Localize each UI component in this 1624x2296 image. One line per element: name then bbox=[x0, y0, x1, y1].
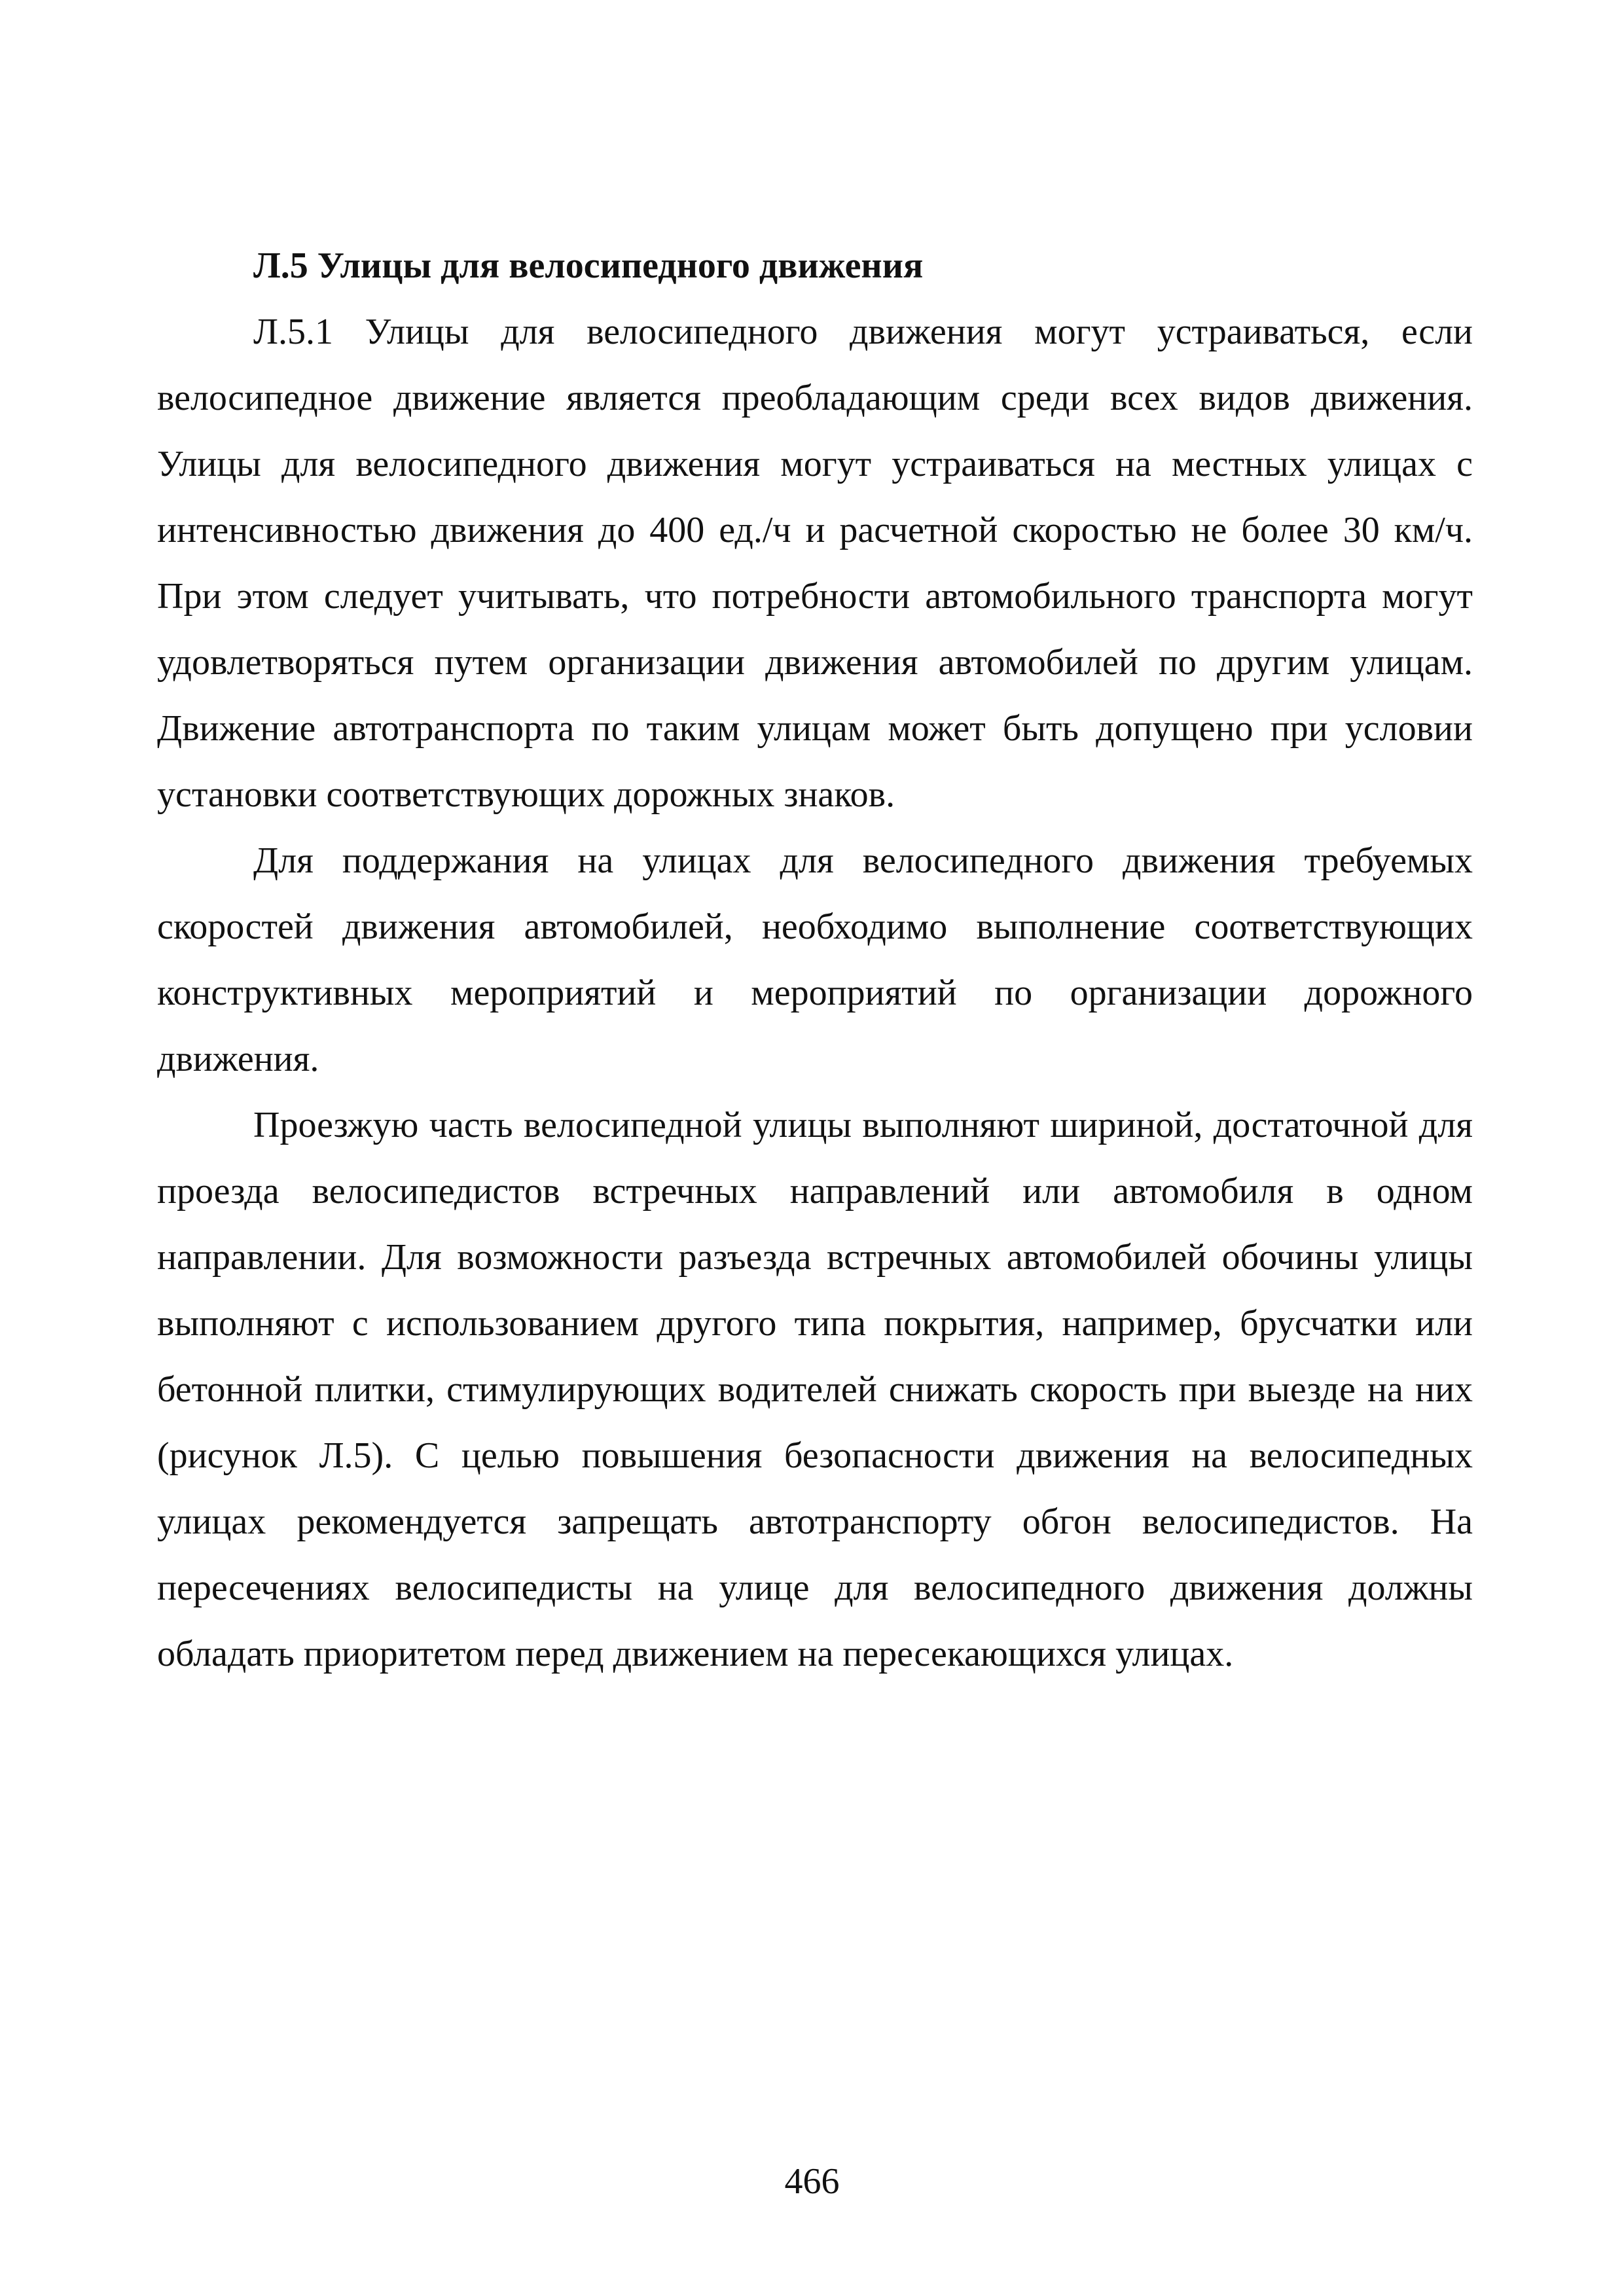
document-body bbox=[157, 233, 1473, 1687]
paragraph-l-5-1: Л.5.1 Улицы для велосипедного движения могут устраиваться, если велосипедное движение является преобладающим среди всех видов движения. Улицы для велосипедного движения могут устраиваться на местных улицах с интенсивностью движения до 400 ед./ч и расчетной скоростью не более 30 км/ч. При этом следует учитывать, что потребности автомобильного транспорта могут удовлетворяться путем организации движения автомобилей по другим улицам. Движение автотранспорта по таким улицам может быть допущено при условии установки соответствующих дорожных знаков. bbox=[157, 312, 1473, 815]
paragraph-carriageway: Проезжую часть велосипедной улицы выполняют шириной, достаточной для проезда велосипедистов встречных направлений или автомобиля в одном направлении. Для возможности разъезда встречных автомобилей обочины улицы выполняют с использованием другого типа покрытия, например, брусчатки или бетонной плитки, стимулирующих водителей снижать скорость при выезде на них (рисунок Л.5). С целью повышения безопасности движения на велосипедных улицах рекомендуется запрещать автотранспорту обгон велосипедистов. На пересечениях велосипедисты на улице для велосипедного движения должны обладать приоритетом перед движением на пересекающихся улицах. bbox=[157, 1105, 1473, 1674]
page-number: 466 bbox=[784, 2161, 840, 2202]
section-heading: Л.5 Улицы для велосипедного движения bbox=[253, 245, 924, 286]
paragraph-speed-measures: Для поддержания на улицах для велосипедного движения требуемых скоростей движения автомобилей, необходимо выполнение соответствующих конструктивных мероприятий и мероприятий по организации дорожного движения. bbox=[157, 840, 1473, 1079]
